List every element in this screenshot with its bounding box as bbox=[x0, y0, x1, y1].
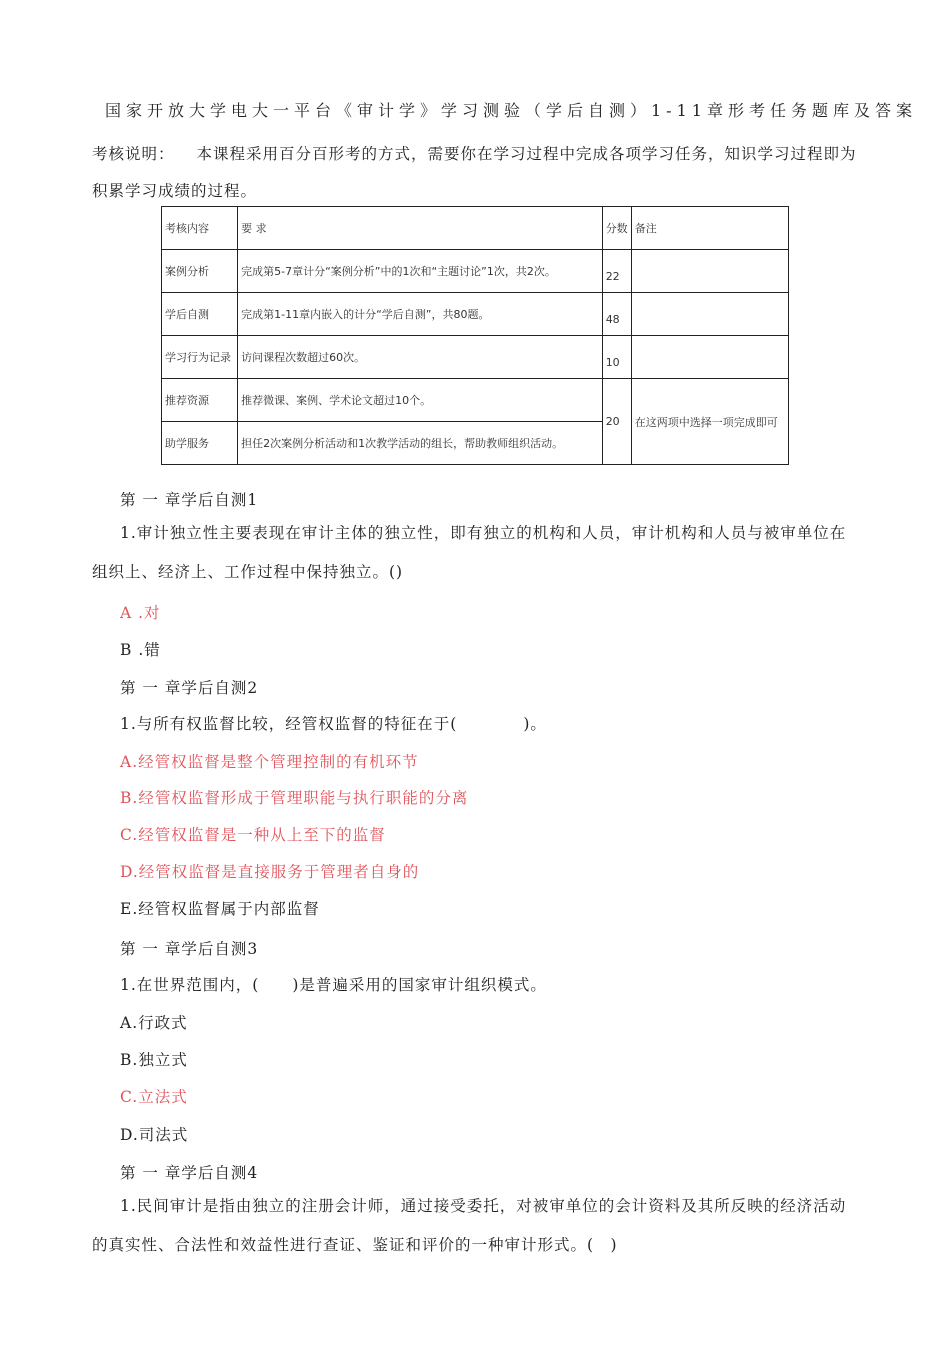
assessment-intro bbox=[92, 136, 862, 210]
item-cell: 案例分析 bbox=[162, 250, 238, 293]
assessment-table bbox=[161, 206, 789, 465]
section-heading: 第 一 章学后自测2 bbox=[120, 679, 259, 697]
table-row bbox=[162, 379, 789, 422]
answer-option: D.经管权监督是直接服务于管理者自身的 bbox=[120, 863, 420, 881]
table-header-row bbox=[162, 207, 789, 250]
answer-option: A.行政式 bbox=[120, 1014, 188, 1032]
section-heading: 第 一 章学后自测1 bbox=[120, 491, 259, 509]
question-text: 1.民间审计是指由独立的注册会计师，通过接受委托，对被审单位的会计资料及其所反映的经济活动的真实性、合法性和效益性进行查证、鉴证和评价的一种审计形式。( ) bbox=[92, 1197, 847, 1254]
score-cell: 48 bbox=[602, 293, 631, 336]
header-cell: 备注 bbox=[631, 207, 788, 250]
intro-text: 本课程采用百分百形考的方式，需要你在学习过程中完成各项学习任务，知识学习过程即为积累学习成绩的过程。 bbox=[92, 145, 857, 200]
question-text: 1.在世界范围内，( )是普遍采用的国家审计组织模式。 bbox=[120, 976, 547, 994]
requirement-cell: 完成第1-11章内嵌入的计分“学后自测”，共80题。 bbox=[238, 293, 603, 336]
requirement-cell: 推荐微课、案例、学术论文超过10个。 bbox=[238, 379, 603, 422]
answer-option: A.经管权监督是整个管理控制的有机环节 bbox=[120, 753, 419, 771]
table-row bbox=[162, 293, 789, 336]
note-cell bbox=[631, 293, 788, 336]
answer-option: E.经管权监督属于内部监督 bbox=[120, 900, 320, 918]
header-cell: 考核内容 bbox=[162, 207, 238, 250]
requirement-cell: 访问课程次数超过60次。 bbox=[238, 336, 603, 379]
table-row bbox=[162, 336, 789, 379]
question-text: 1.审计独立性主要表现在审计主体的独立性，即有独立的机构和人员，审计机构和人员与被审单位在组织上、经济上、工作过程中保持独立。() bbox=[92, 524, 847, 581]
answer-option: B.独立式 bbox=[120, 1051, 188, 1069]
note-cell bbox=[631, 336, 788, 379]
answer-option: C.立法式 bbox=[120, 1088, 188, 1106]
answer-option: B .错 bbox=[120, 641, 161, 659]
table-row bbox=[162, 250, 789, 293]
header-cell: 要 求 bbox=[238, 207, 603, 250]
answer-option: A .对 bbox=[120, 604, 161, 622]
item-cell: 助学服务 bbox=[162, 422, 238, 465]
score-cell: 22 bbox=[602, 250, 631, 293]
answer-option: D.司法式 bbox=[120, 1126, 189, 1144]
requirement-cell: 担任2次案例分析活动和1次教学活动的组长，帮助教师组织活动。 bbox=[238, 422, 603, 465]
document-title: 国家开放大学电大一平台《审计学》学习测验（学后自测）1-11章形考任务题库及答案 bbox=[105, 101, 917, 120]
item-cell: 学习行为记录 bbox=[162, 336, 238, 379]
intro-label: 考核说明： bbox=[92, 145, 175, 163]
note-cell: 在这两项中选择一项完成即可 bbox=[631, 379, 788, 465]
item-cell: 学后自测 bbox=[162, 293, 238, 336]
question-text: 1.与所有权监督比较，经管权监督的特征在于( )。 bbox=[120, 715, 547, 733]
header-cell: 分数 bbox=[602, 207, 631, 250]
note-cell bbox=[631, 250, 788, 293]
answer-option: C.经管权监督是一种从上至下的监督 bbox=[120, 826, 386, 844]
section-heading: 第 一 章学后自测3 bbox=[120, 940, 259, 958]
score-cell: 10 bbox=[602, 336, 631, 379]
item-cell: 推荐资源 bbox=[162, 379, 238, 422]
score-cell: 20 bbox=[602, 379, 631, 465]
section-heading: 第 一 章学后自测4 bbox=[120, 1164, 259, 1182]
answer-option: B.经管权监督形成于管理职能与执行职能的分离 bbox=[120, 789, 469, 807]
requirement-cell: 完成第5-7章计分“案例分析”中的1次和“主题讨论”1次，共2次。 bbox=[238, 250, 603, 293]
